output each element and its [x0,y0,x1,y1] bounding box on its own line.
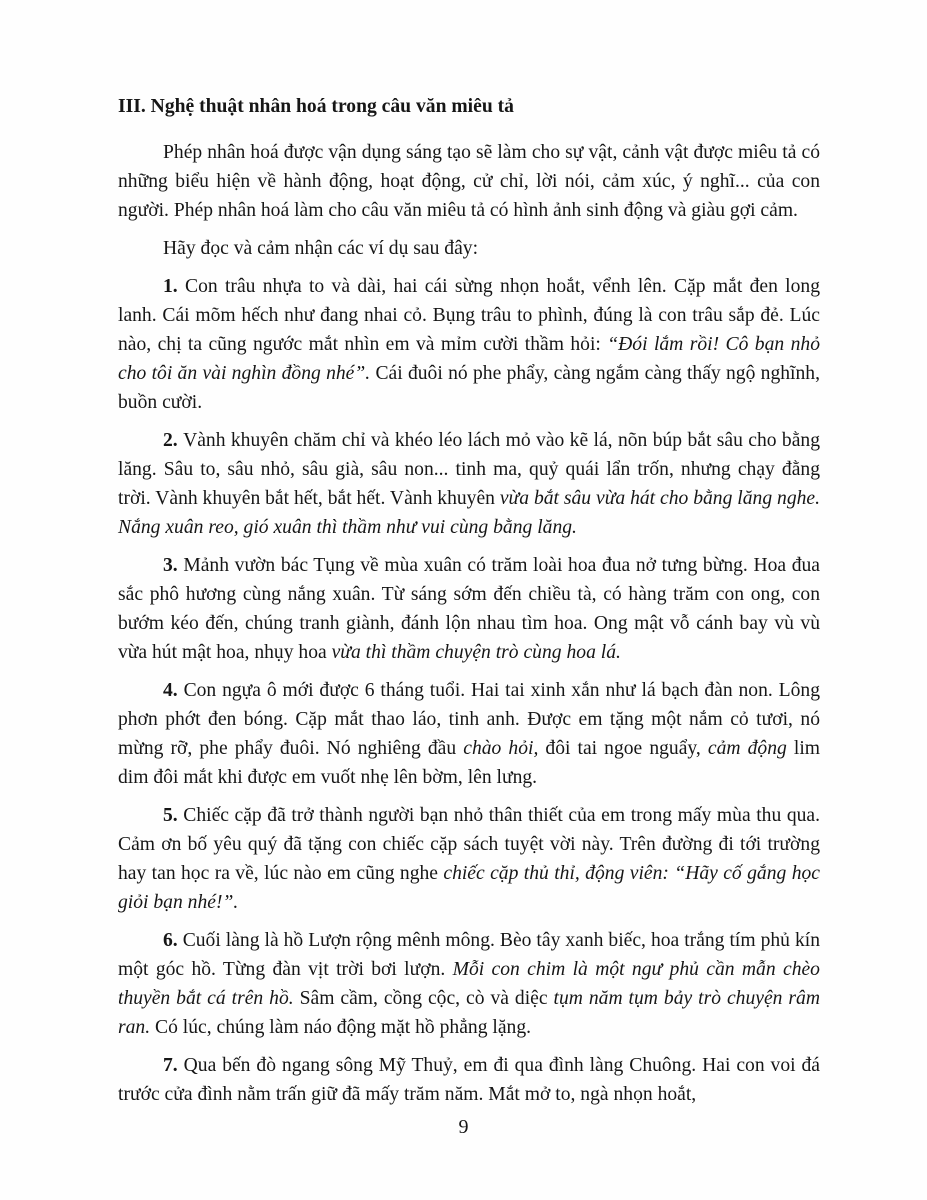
text-run: Có lúc, chúng làm náo động mặt hồ phẳng lặng. [150,1017,532,1038]
section-heading: III. Nghệ thuật nhân hoá trong câu văn miêu tả [118,96,514,117]
text-run: Con trâu nhựa to và dài, hai cái sừng nhọn hoắt, vểnh lên. Cặp mắt đen long lanh. Cái mõm hếch như đang nhai cỏ. Bụng trâu to phình, đúng là con trâu sắp đẻ. Lúc nào, chị ta cũng ngước mắt nhìn em và mỉm cười thầm hỏi: [118,276,821,355]
item-number: 2. [163,430,184,451]
italic-text-run: cảm động [707,738,787,759]
paragraph [118,926,820,1042]
document-content [118,92,820,1118]
paragraph [118,801,820,917]
item-number: 5. [163,805,184,826]
text-run: Sâm cầm, cồng cộc, cò và diệc [293,988,554,1009]
text-run: Con ngựa ô mới được 6 tháng tuổi. Hai tai xinh xắn như lá bạch đàn non. Lông phơn phớt đen bóng. Cặp mắt thao láo, tinh anh. Được em tặng một nắm cỏ tươi, nó mừng rỡ, phe phẩy đuôi. Nó nghiêng đầu [118,680,821,759]
paragraph [118,234,820,263]
page-number: 9 [458,1116,469,1138]
italic-text-run: vừa thì thầm chuyện trò cùng hoa lá. [331,642,621,663]
paragraph [118,676,820,792]
item-number: 7. [163,1055,184,1076]
item-number: 4. [163,680,184,701]
text-run: Vành khuyên chăm chỉ và khéo léo lách mỏ vào kẽ lá, nõn búp bắt sâu cho bằng lăng. Sâu to, sâu nhỏ, sâu già, sâu non... tinh ma, quỷ quái lẩn trốn, nhưng chạy đằng trời. Vành khuyên bắt hết, bắt hết. Vành khuyên [118,430,820,509]
paragraph [118,426,820,542]
item-number: 6. [163,930,183,951]
document-body [118,138,820,1109]
text-run: đôi tai ngoe nguẩy, [538,738,708,759]
italic-text-run: vừa bắt sâu vừa hát cho bằng lăng nghe. Nắng xuân reo, gió xuân thì thầm như vui cùng bằng lăng. [118,488,821,538]
italic-text-run: chào hỏi, [463,738,539,759]
italic-text-run: “Đói lắm rồi! Cô bạn nhỏ cho tôi ăn vài nghìn đồng nhé”. [118,334,820,384]
text-run: Qua bến đò ngang sông Mỹ Thuỷ, em đi qua đình làng Chuông. Hai con voi đá trước cửa đình nằm trấn giữ đã mấy trăm năm. Mắt mở to, ngà nhọn hoắt, [118,1055,821,1105]
text-run: Cuối làng là hồ Lượn rộng mênh mông. Bèo tây xanh biếc, hoa trắng tím phủ kín một góc hồ. Từng đàn vịt trời bơi lượn. [118,930,820,980]
paragraph [118,1051,820,1109]
paragraph [118,138,820,225]
text-run: Chiếc cặp đã trở thành người bạn nhỏ thân thiết của em trong mấy mùa thu qua. Cảm ơn bố yêu quý đã tặng con chiếc cặp sách tuyệt vời này. Trên đường đi tới trường hay tan học ra về, lúc nào em cũng nghe [118,805,821,884]
text-run: Cái đuôi nó phe phẩy, càng ngắm càng thấy ngộ nghĩnh, buồn cười. [118,363,820,413]
italic-text-run: tụm năm tụm bảy trò chuyện râm ran. [118,988,820,1038]
item-number: 3. [163,555,184,576]
item-number: 1. [163,276,186,297]
italic-text-run: Mỗi con chim là một ngư phủ cần mẫn chèo thuyền bắt cá trên hồ. [118,959,820,1009]
text-run: Hãy đọc và cảm nhận các ví dụ sau đây: [163,238,479,259]
paragraph [118,272,820,417]
paragraph [118,551,820,667]
text-run: Mảnh vườn bác Tụng về mùa xuân có trăm loài hoa đua nở tưng bừng. Hoa đua sắc phô hương cùng nắng xuân. Từ sáng sớm đến chiều tà, có hàng trăm con ong, con bướm kéo đến, chúng tranh giành, đánh lộn nhau tìm hoa. Ong mật vỗ cánh bay vù vù vừa hút mật hoa, nhụy hoa [118,555,820,663]
text-run: lim dim đôi mắt khi được em vuốt nhẹ lên bờm, lên lưng. [118,738,821,788]
italic-text-run: chiếc cặp thủ thỉ, động viên: “Hãy cố gắng học giỏi bạn nhé!”. [118,863,820,913]
text-run: Phép nhân hoá được vận dụng sáng tạo sẽ làm cho sự vật, cảnh vật được miêu tả có những biểu hiện về hành động, hoạt động, cử chỉ, lời nói, cảm xúc, ý nghĩ... của con người. Phép nhân hoá làm cho câu văn miêu tả có hình ảnh sinh động và giàu gợi cảm. [118,142,820,221]
